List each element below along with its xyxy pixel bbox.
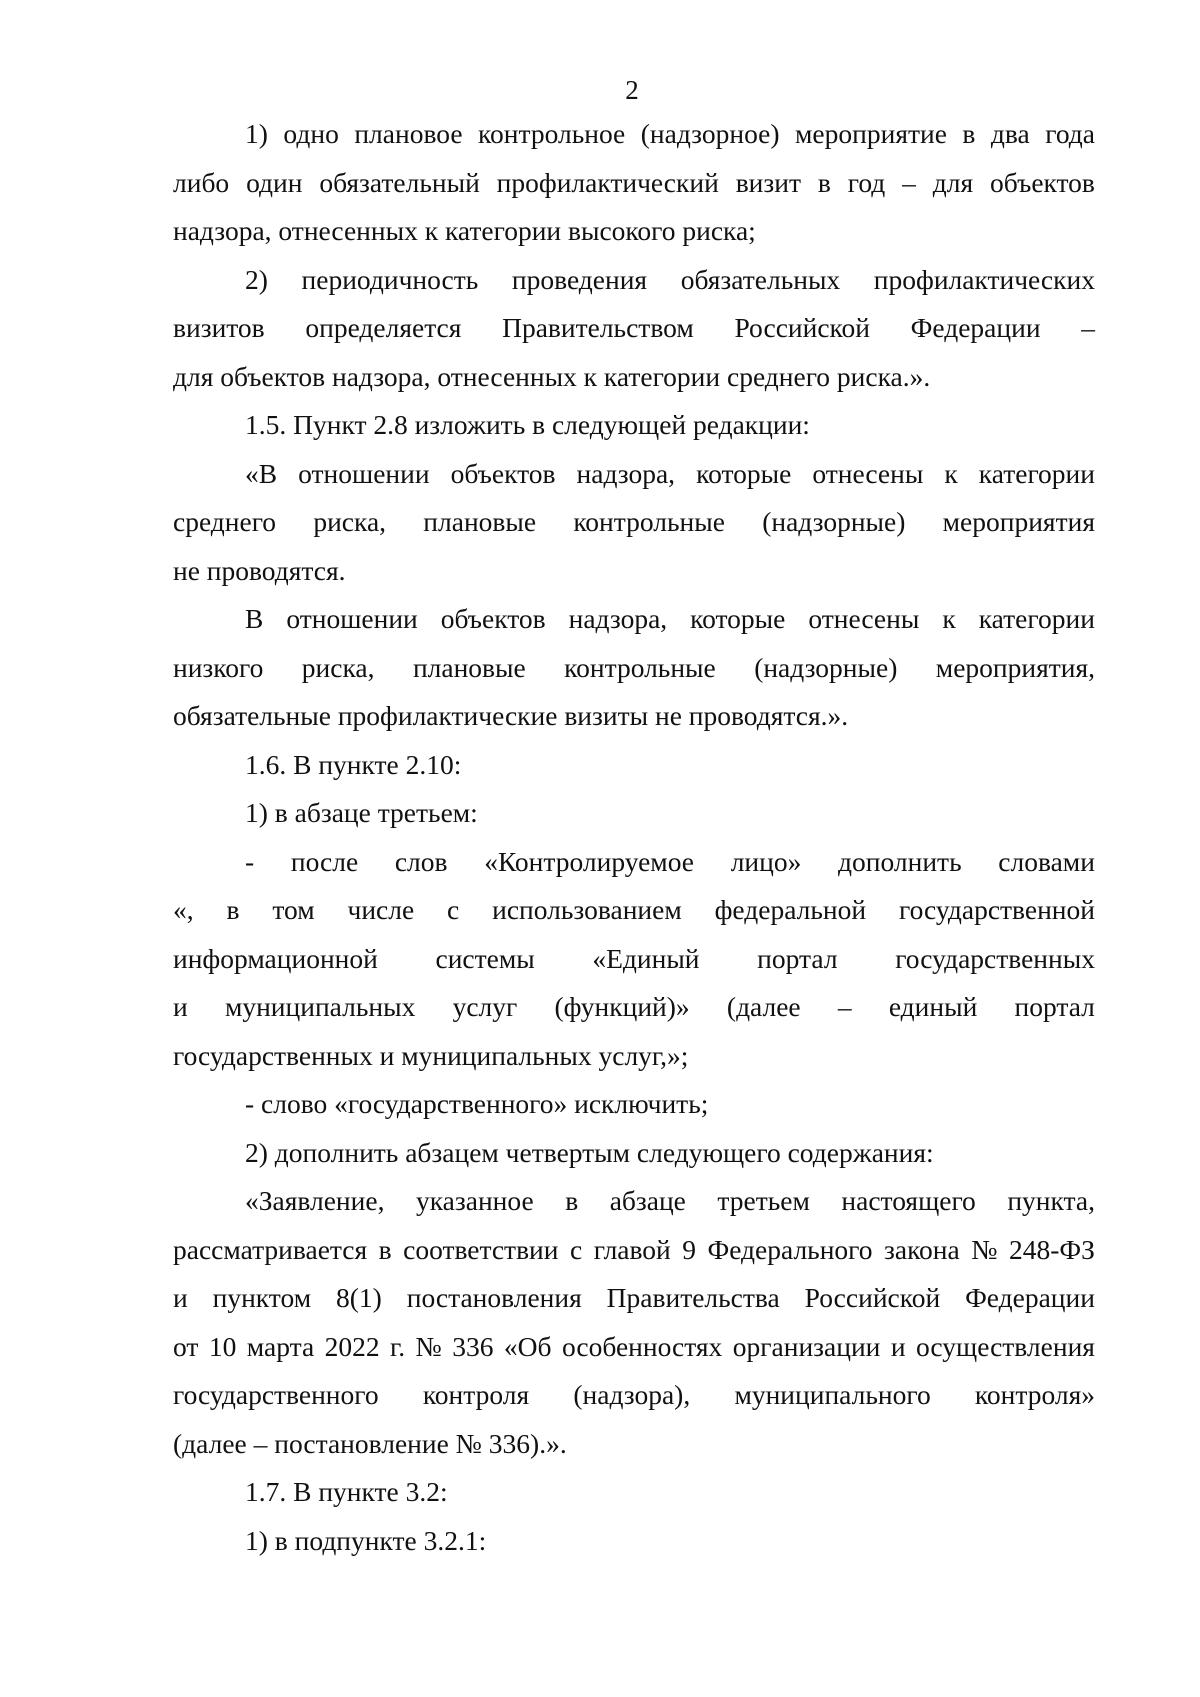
text-line: (далее – постановление № 336).».	[173, 1427, 567, 1459]
text-line: обязательные профилактические визиты не проводятся.».	[173, 700, 849, 731]
text-line: 2) периодичность проведения обязательных профилактических	[245, 263, 1095, 295]
paragraph	[173, 256, 1095, 402]
text-line: либо один обязательный профилактический визит в год – для объектов	[173, 166, 1095, 198]
text-line: и муниципальных услуг (функций)» (далее – единый портал	[173, 991, 1095, 1022]
text-line: визитов определяется Правительством Российской Федерации –	[173, 312, 1095, 343]
text-line: 1) одно плановое контрольное (надзорное) мероприятие в два года	[245, 118, 1095, 149]
paragraph	[173, 450, 1095, 596]
text-line: 1.7. В пункте 3.2:	[245, 1476, 448, 1507]
page-number: 2	[625, 75, 639, 105]
document-body	[173, 110, 1095, 1565]
text-line: В отношении объектов надзора, которые отнесены к категории	[245, 603, 1095, 634]
paragraph	[173, 838, 1095, 1081]
text-line: «В отношении объектов надзора, которые отнесены к категории	[245, 457, 1095, 489]
paragraph	[173, 1468, 1095, 1517]
text-line: надзора, отнесенных к категории высокого риска;	[173, 215, 756, 246]
paragraph	[173, 110, 1095, 256]
paragraph	[173, 1177, 1095, 1468]
text-line: и пунктом 8(1) постановления Правительства Российской Федерации	[173, 1282, 1095, 1313]
text-line: информационной системы «Единый портал государственных	[173, 942, 1095, 974]
text-line: среднего риска, плановые контрольные (надзорные) мероприятия	[173, 506, 1095, 537]
paragraph	[173, 741, 1095, 790]
text-line: 1) в подпункте 3.2.1:	[245, 1524, 487, 1556]
text-line: 1) в абзаце третьем:	[245, 797, 478, 828]
paragraph	[173, 401, 1095, 450]
text-line: не проводятся.	[173, 554, 346, 586]
text-line: рассматривается в соответствии с главой 9 Федерального закона № 248-ФЗ	[173, 1233, 1095, 1265]
text-line: 2) дополнить абзацем четвертым следующего содержания:	[245, 1136, 934, 1168]
text-line: для объектов надзора, отнесенных к категории среднего риска.».	[173, 360, 931, 392]
text-line: «Заявление, указанное в абзаце третьем настоящего пункта,	[245, 1185, 1095, 1216]
text-line: 1.6. В пункте 2.10:	[245, 748, 462, 780]
paragraph	[173, 595, 1095, 741]
text-line: государственного контроля (надзора), муниципального контроля»	[173, 1379, 1095, 1410]
paragraph	[173, 1080, 1095, 1129]
text-line: «, в том числе с использованием федеральной государственной	[173, 894, 1095, 925]
text-line: - слово «государственного» исключить;	[245, 1088, 709, 1119]
text-line: низкого риска, плановые контрольные (надзорные) мероприятия,	[173, 651, 1095, 683]
text-line: 1.5. Пункт 2.8 изложить в следующей редакции:	[245, 409, 810, 440]
paragraph	[173, 1129, 1095, 1178]
text-line: государственных и муниципальных услуг,»;	[173, 1039, 689, 1071]
text-line: - после слов «Контролируемое лицо» дополнить словами	[245, 845, 1095, 877]
text-line: от 10 марта 2022 г. № 336 «Об особенностях организации и осуществления	[173, 1330, 1095, 1362]
paragraph	[173, 789, 1095, 838]
paragraph	[173, 1517, 1095, 1566]
